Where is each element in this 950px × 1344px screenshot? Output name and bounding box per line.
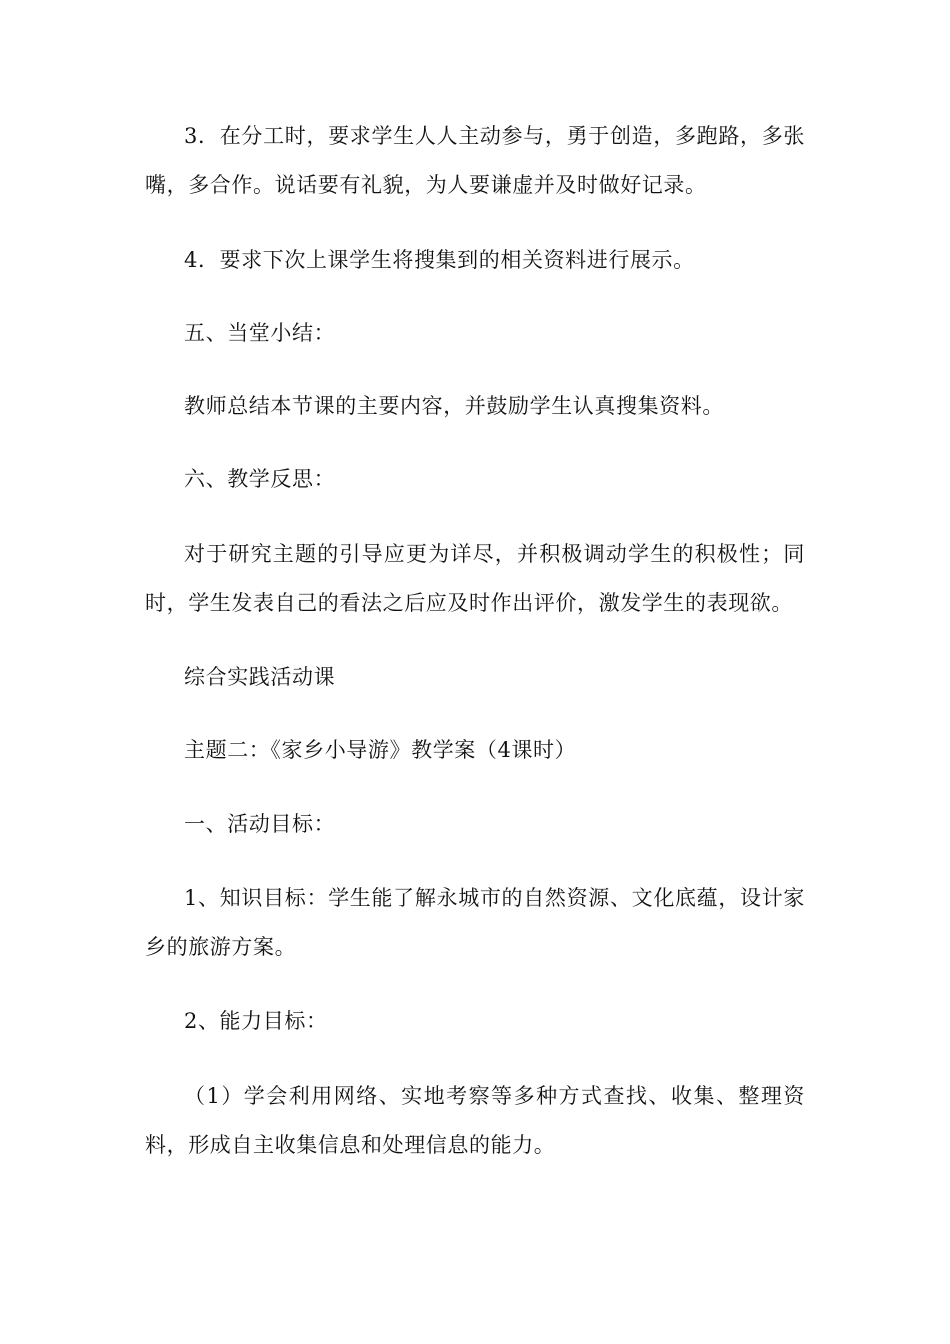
- heading-teaching-reflection: 六、教学反思：: [184, 467, 336, 491]
- heading-class-summary: 五、当堂小结：: [184, 321, 336, 345]
- paragraph-ability-goal-one: （1）学会利用网络、实地考察等多种方式查找、收集、整理资料，形成自主收集信息和处理信息的能力。: [145, 1084, 805, 1157]
- heading-practice-course: 综合实践活动课: [184, 665, 336, 689]
- paragraph-knowledge-goal: 1、知识目标：学生能了解永城市的自然资源、文化底蕴，设计家乡的旅游方案。: [145, 886, 805, 959]
- paragraph-reflection-content: 对于研究主题的引导应更为详尽，并积极调动学生的积极性；同时，学生发表自己的看法之后应及时作出评价，激发学生的表现欲。: [145, 542, 805, 615]
- heading-theme-two: 主题二：《家乡小导游》教学案（4课时）: [184, 738, 577, 762]
- paragraph-teacher-summary: 教师总结本节课的主要内容，并鼓励学生认真搜集资料。: [184, 394, 724, 418]
- heading-ability-goal: 2、能力目标：: [184, 1009, 328, 1033]
- heading-activity-goals: 一、活动目标：: [184, 812, 336, 836]
- paragraph-next-class-display: 4．要求下次上课学生将搜集到的相关资料进行展示。: [184, 248, 695, 272]
- paragraph-division-of-labor: 3．在分工时，要求学生人人主动参与，勇于创造，多跑路，多张嘴，多合作。说话要有礼貌，为人要谦虚并及时做好记录。: [145, 124, 805, 197]
